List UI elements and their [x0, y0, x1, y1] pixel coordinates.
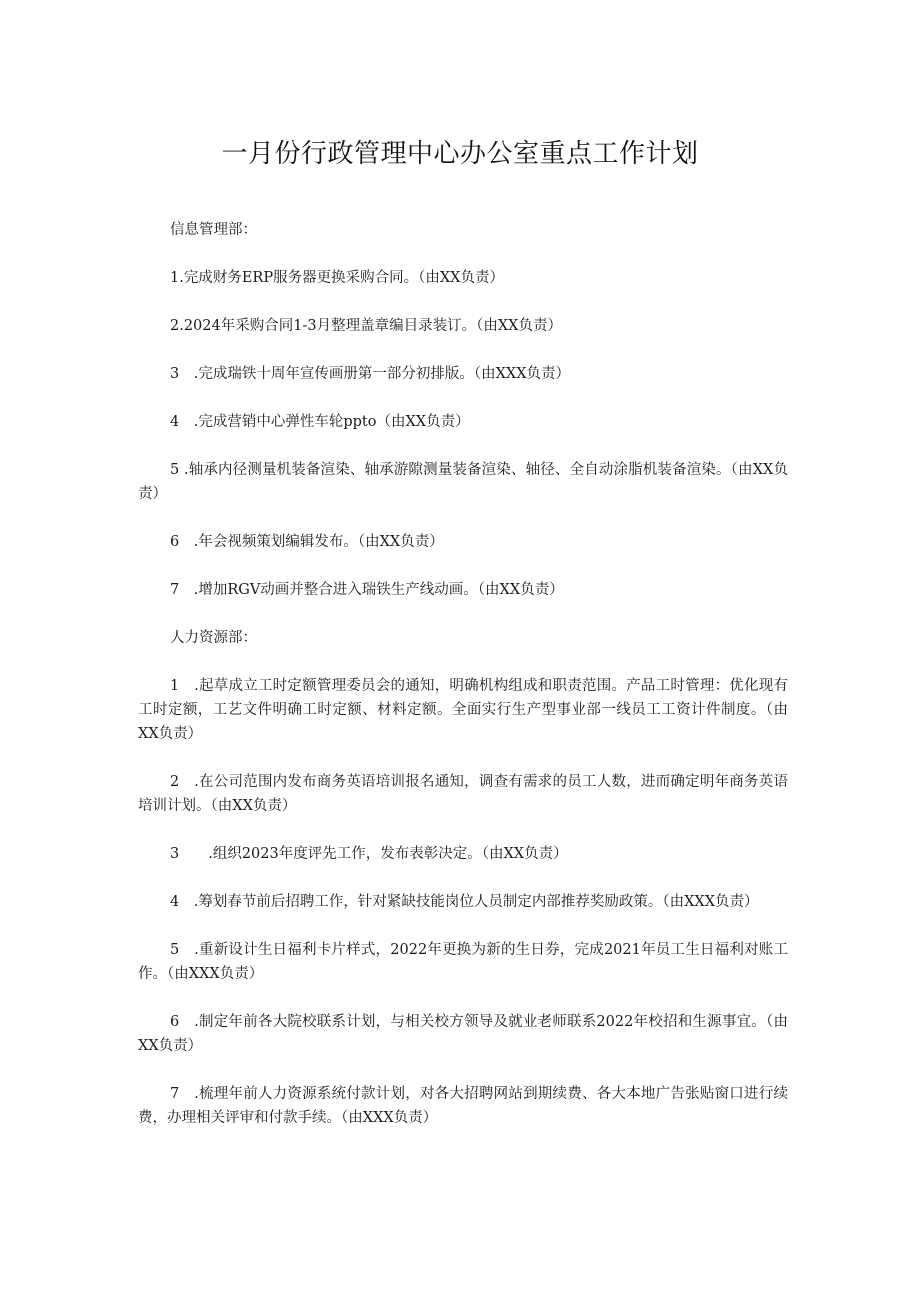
- list-item: 4 .筹划春节前后招聘工作，针对紧缺技能岗位人员制定内部推荐奖励政策。（由XXX负责）: [170, 894, 759, 910]
- list-item: 5 .重新设计生日福利卡片样式，2022年更换为新的生日券，完成2021年员工生日福利对账工作。（由XXX负责）: [138, 942, 788, 982]
- list-item: 7 .梳理年前人力资源系统付款计划，对各大招聘网站到期续费、各大本地广告张贴窗口进行续费，办理相关评审和付款手续。（由XXX负责）: [138, 1086, 788, 1126]
- list-item: 7 .增加RGV动画并整合进入瑞铁生产线动画。（由XX负责）: [170, 582, 564, 598]
- list-item: 5 .轴承内径测量机装备渲染、轴承游隙测量装备渲染、轴径、全自动涂脂机装备渲染。（由XX负责）: [138, 462, 788, 502]
- list-item: 2 .在公司范围内发布商务英语培训报名通知，调查有需求的员工人数，进而确定明年商务英语培训计划。（由XX负责）: [138, 774, 788, 814]
- list-item: 2.2024年采购合同1-3月整理盖章编目录装订。（由XX负责）: [170, 318, 562, 334]
- list-item: 1 .起草成立工时定额管理委员会的通知，明确机构组成和职责范围。产品工时管理：优化现有工时定额，工艺文件明确工时定额、材料定额。全面实行生产型事业部一线员工工资计件制度。（由XX负责）: [138, 678, 788, 742]
- list-item: 4 .完成营销中心弹性车轮ppto（由XX负责）: [170, 414, 470, 430]
- page-title: 一月份行政管理中心办公室重点工作计划: [221, 139, 699, 169]
- list-item: 6 .制定年前各大院校联系计划，与相关校方领导及就业老师联系2022年校招和生源事宜。（由XX负责）: [138, 1014, 788, 1054]
- list-item: 6 .年会视频策划编辑发布。（由XX负责）: [170, 534, 444, 550]
- list-item: 3 .组织2023年度评先工作，发布表彰决定。（由XX负责）: [170, 846, 568, 862]
- list-item: 1.完成财务ERP服务器更换采购合同。（由XX负责）: [170, 270, 504, 286]
- document-body: [138, 218, 788, 1154]
- section-heading-info-management: 信息管理部：: [170, 222, 257, 238]
- list-item: 3 .完成瑞铁十周年宣传画册第一部分初排版。（由XXX负责）: [170, 366, 571, 382]
- section-heading-human-resources: 人力资源部：: [170, 630, 257, 646]
